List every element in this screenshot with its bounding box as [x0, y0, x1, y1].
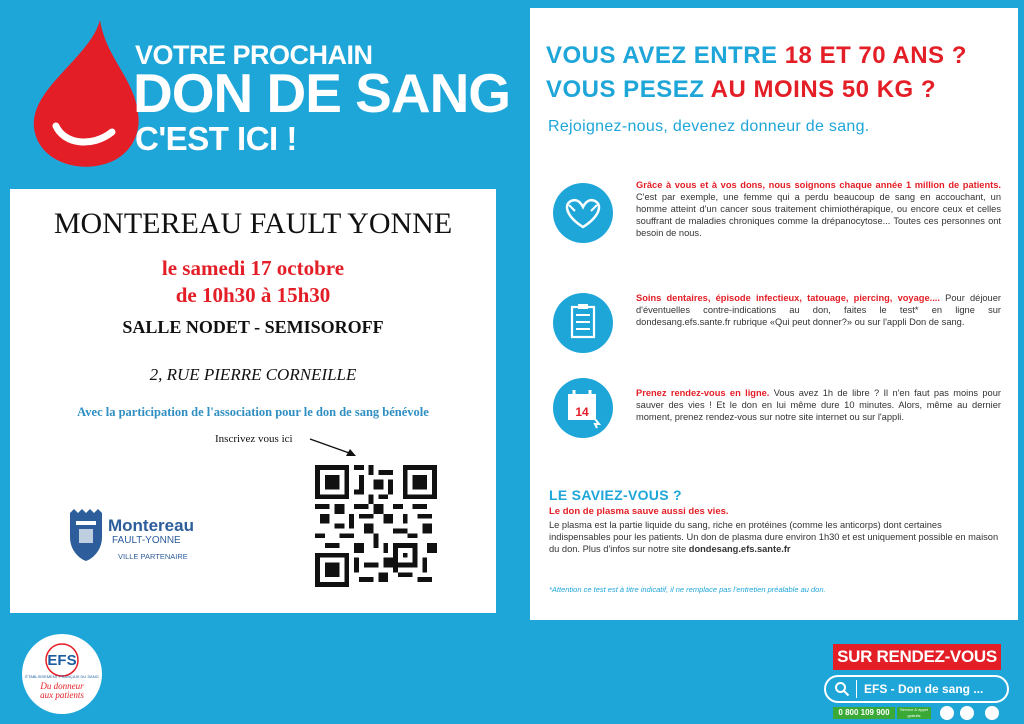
svg-text:VILLE PARTENAIRE: VILLE PARTENAIRE — [118, 552, 188, 561]
header-title: DON DE SANG — [133, 62, 511, 124]
know-subtitle: Le don de plasma sauve aussi des vies. — [549, 506, 729, 517]
svg-text:FAULT-YONNE: FAULT-YONNE — [112, 535, 181, 546]
app-store-icon[interactable] — [940, 706, 954, 720]
info-card — [530, 8, 1018, 620]
efs-subtitle: ÉTABLISSEMENT FRANÇAIS DU SANG — [25, 674, 99, 679]
event-address: 2, RUE PIERRE CORNEILLE — [149, 365, 357, 384]
footnote: *Attention ce test est à titre indicatif, il ne remplace pas l'entretien préalable au don. — [549, 585, 826, 594]
svg-text:14: 14 — [575, 405, 589, 419]
know-text: Le plasma est la partie liquide du sang, riche en protéines (comme les anticorps) dont certaines indispensables pour les patients. Un don de plasma dure environ 1h30 et est uniquement possible en maison du don. Plus d'infos sur notre site dondesang.efs.sante.fr — [549, 520, 999, 554]
app-search-box[interactable] — [824, 675, 1009, 703]
accessibility-icon[interactable] — [985, 706, 999, 720]
register-label: Inscrivez vous ici — [215, 433, 293, 445]
phone-number[interactable]: 0 800 109 900 — [833, 707, 895, 719]
svg-text:Montereau: Montereau — [108, 516, 194, 535]
rdv-banner: SUR RENDEZ-VOUS — [833, 644, 1001, 670]
know-link[interactable]: dondesang.efs.sante.fr — [688, 544, 791, 554]
efs-name: EFS — [47, 652, 77, 669]
weight-question: VOUS PESEZ AU MOINS 50 KG ? — [546, 76, 937, 103]
point-patients: Grâce à vous et à vos dons, nous soignons chaque année 1 million de patients. C'est par exemple, une femme qui a perdu beaucoup de sang en accouchant, un homme atteint d'un cancer sous traitement chimiothérapique, ou encore ceux et celles souffrant de maladies chroniques comme la drépanocytose... Toutes ces personnes ont besoin de nous. — [636, 180, 1001, 238]
calendar-icon — [553, 378, 613, 438]
header-line1: VOTRE PROCHAIN — [135, 40, 373, 70]
event-date: le samedi 17 octobre — [161, 256, 345, 280]
event-venue: SALLE NODET - SEMISOROFF — [122, 317, 384, 337]
event-time: de 10h30 à 15h30 — [175, 283, 331, 307]
blood-drop-icon — [30, 18, 142, 168]
efs-tagline: Du donneur aux patients — [40, 681, 84, 700]
heart-hands-icon — [553, 183, 613, 243]
know-title: LE SAVIEZ-VOUS ? — [549, 487, 682, 503]
event-city: MONTEREAU FAULT YONNE — [53, 207, 453, 240]
age-question: VOUS AVEZ ENTRE 18 ET 70 ANS ? — [546, 42, 967, 69]
efs-logo — [22, 634, 102, 714]
play-store-icon[interactable] — [960, 706, 974, 720]
search-text: EFS - Don de sang ... — [864, 682, 984, 696]
event-card — [10, 189, 496, 613]
qr-code[interactable] — [315, 465, 437, 587]
montereau-logo — [68, 507, 208, 563]
checklist-icon — [553, 293, 613, 353]
association-text: Avec la participation de l'association pour le don de sang bénévole — [77, 405, 429, 419]
point-contraindications: Soins dentaires, épisode infectieux, tatouage, piercing, voyage.... Pour déjouer d'éventuelles contre-indications au don, faites le test* en ligne sur dondesang.efs.sante.fr rubrique «Qui peut donner?» ou sur l'appli Don de sang. — [636, 293, 1001, 327]
service-badge: Service & appel gratuits — [897, 707, 931, 719]
point-appointment: Prenez rendez-vous en ligne. Vous avez 1h de libre ? Il n'en faut pas moins pour sauver des vies ! Et le don en lui même dure 10 minutes. Alors, même au dernier moment, prenez rendez-vous sur notre site internet ou sur l'appli. — [636, 388, 1001, 422]
arrow-icon — [308, 437, 358, 459]
search-icon — [834, 681, 850, 697]
header-line3: C'EST ICI ! — [135, 120, 297, 157]
join-text: Rejoignez-nous, devenez donneur de sang. — [548, 118, 870, 135]
